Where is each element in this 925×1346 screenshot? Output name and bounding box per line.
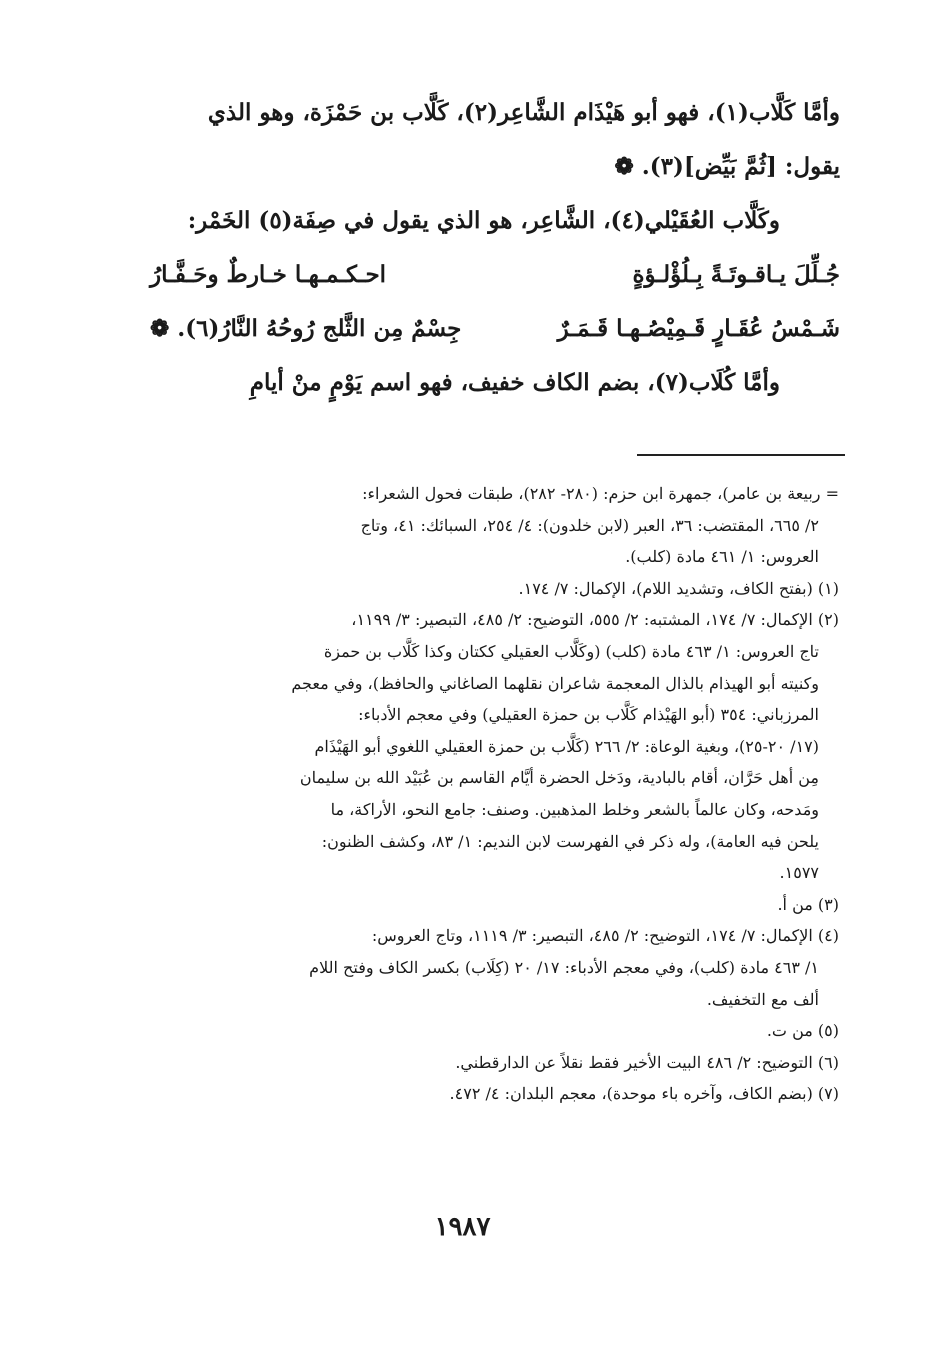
footnote-line: (٦) التوضيح: ٢/ ٤٨٦ البيت الأخير فقط نقلاً عن الدارقطني. [455,1052,839,1072]
text-line: وأمَّا كُلَاب(٧)، بضم الكاف خفيف، فهو اسم يَوْمٍ منْ أيامِ [249,369,780,396]
footnote-line: العروس: ١/ ٤٦١ مادة (كلب). [625,547,819,567]
footnote-line: (١) (بفتح الكاف، وتشديد اللام)، الإكمال: ٧/ ١٧٤. [518,578,839,598]
footnote-line: المرزباني: ٣٥٤ (أبو الهَيْذام كَلَّاب بن حمزة العقيلي) وفي معجم الأدباء: [358,705,819,725]
footnotes [155,478,839,1110]
footnote-line: ومَدحه، وكان عالماً بالشعر وخلط المذهبين. وصنف: جامع النحو، الأراكة، ما [330,799,819,819]
poem-verse [150,248,840,302]
footnote-separator [637,454,845,456]
text-line: وكَلَّاب العُقَيْلي(٤)، الشَّاعِر، هو الذي يقول في صِفَة(٥) الخَمْر: [187,207,780,234]
footnote-line: ألف مع التخفيف. [706,989,819,1009]
footnote-line: يلحن فيه العامة)، وله ذكر في الفهرست لابن النديم: ١/ ٨٣، وكشف الظنون: [321,831,819,851]
verse-first-hemistich: جُـلِّلَ يـاقـوتَـةً بِـلُؤْلـؤةٍ [632,261,840,288]
footnote-line: = ربيعة بن عامر)، جمهرة ابن حزم: (٢٨٠- ٢٨٢)، طبقات فحول الشعراء: [362,484,839,503]
footnote-line: (٥) من ت. [766,1021,839,1041]
page-number: ١٩٨٧ [434,1212,491,1242]
footnote-line: وكنيته أبو الهيذام بالذال المعجمة شاعران نقلهما الصاغاني والحافظ)، وفي معجم [291,673,819,693]
footnote-line: (٣) من أ. [777,894,839,914]
footnote-line: ١٥٧٧. [779,863,819,883]
footnote-line: (٢) الإكمال: ٧/ ١٧٤، المشتبه: ٢/ ٥٥٥، التوضيح: ٢/ ٤٨٥، التبصير: ٣/ ١١٩٩، [351,610,839,630]
verse-second-hemistich: جِسْمٌ مِن الثَّلج رُوحُهُ النَّارُ(٦). ❁ [150,315,462,342]
text-line: يقول: [ثُمَّ بَيِّض](٣). ❁ [614,153,840,180]
verse-first-hemistich: شَـمْسُ عُقَـارٍ قَـمِيْصُـهـا قَـمَـرٌ [557,315,840,342]
poem-verse [150,302,840,356]
footnote-line: (٤) الإكمال: ٧/ ١٧٤، التوضيح: ٢/ ٤٨٥، التبصير: ٣/ ١١١٩، وتاج العروس: [371,926,839,946]
footnote-line: تاج العروس: ١/ ٤٦٣ مادة (كلب) (وكَلَّاب العقيلي ككتان وكذا كَلَّاب بن حمزة [323,641,819,661]
footnote-line: (١٧/ ٢٠-٢٥)، وبغية الوعاة: ٢/ ٢٦٦ (كَلَّاب بن حمزة العقيلي اللغوي أبو الهَيْذَام [314,736,819,756]
text-line: وأمَّا كَلَّاب(١)، فهو أبو هَيْذَام الشَّاعِر(٢)، كَلَّاب بن حَمْزَة، وهو الذي [207,99,840,126]
main-text [150,86,840,410]
footnote-line: مِن أهل حَرَّان، أقام بالبادية، ودَخل الحضرة أيَّام القاسم بن عُبَيْد الله بن سليمان [299,768,819,788]
footnote-line: ١/ ٤٦٣ مادة (كلب)، وفي معجم الأدباء: ١٧/ ٢٠ (كِلَاب) بكسر الكاف وفتح اللام [309,957,819,977]
verse-second-hemistich: احـكـمـهـا خـارطٌ وحَـفَّـارُ [150,261,387,288]
footnote-line: ٢/ ٦٦٥، المقتضب: ٣٦، العبر (لابن خلدون): ٤/ ٢٥٤، السبائك: ٤١، وتاج [360,515,819,535]
footnote-line: (٧) (بضم الكاف، وآخره باء موحدة)، معجم البلدان: ٤/ ٤٧٢. [449,1084,839,1104]
